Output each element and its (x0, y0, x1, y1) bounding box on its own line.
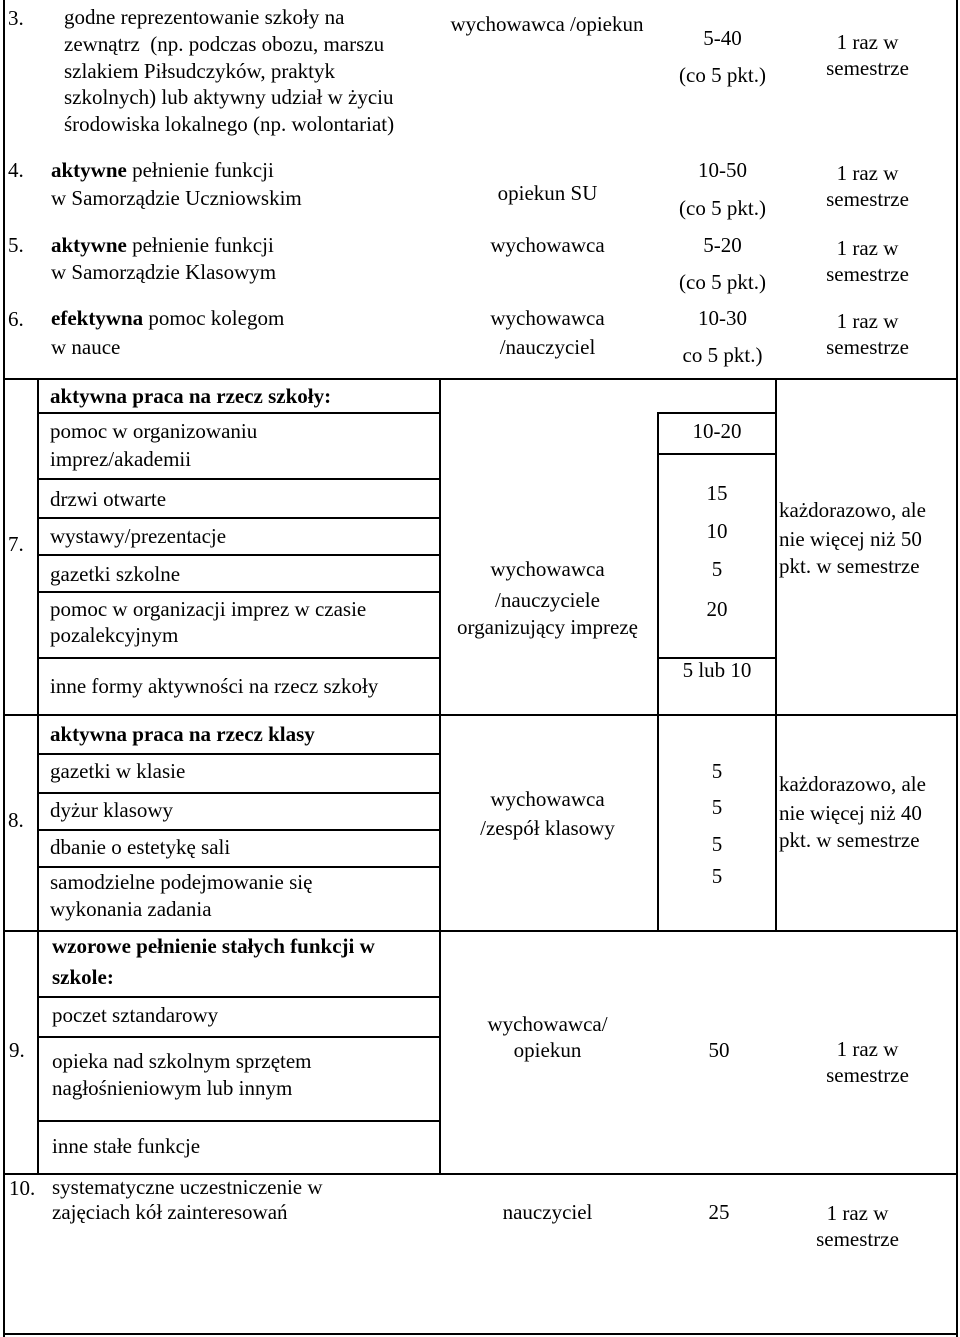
points-value: 10-50 (698, 158, 747, 182)
item-label: pozalekcyjnym (50, 623, 179, 647)
row-description (51, 232, 274, 259)
row-description: szkolnych) lub aktywny udział w życiu (64, 85, 394, 109)
row-description (51, 305, 284, 332)
item-label: imprez/akademii (50, 447, 192, 471)
row-description: systematyczne uczestniczenie w (52, 1175, 323, 1199)
row-description: szlakiem Piłsudczyków, praktyk (64, 59, 336, 83)
row-divider (3, 714, 958, 716)
row-description: godne reprezentowanie szkoły na (64, 5, 345, 29)
responsible-person: organizujący imprezę (457, 615, 638, 639)
section-header: aktywna praca na rzecz szkoły: (50, 384, 332, 408)
points-value: 15 (706, 481, 728, 505)
frequency: semestrze (826, 187, 909, 211)
item-label: drzwi otwarte (50, 487, 167, 511)
points-value: 25 (708, 1200, 730, 1224)
subrow-divider (37, 478, 439, 480)
responsible-person: wychowawca/ (487, 1012, 608, 1036)
responsible-person: /zespół klasowy (480, 816, 615, 840)
description-text: pełnienie funkcji (126, 233, 274, 257)
table-border-bottom (3, 1333, 958, 1335)
item-label: wystawy/prezentacje (50, 524, 227, 548)
points-value: 5-20 (703, 233, 742, 257)
row-number: 10. (9, 1176, 36, 1200)
item-label: gazetki szkolne (50, 562, 181, 586)
responsible-person: wychowawca (490, 306, 605, 330)
item-label: gazetki w klasie (50, 759, 186, 783)
responsible-person: opiekun (513, 1038, 582, 1062)
points-value: 5-40 (703, 26, 742, 50)
item-label: opieka nad szkolnym sprzętem (52, 1049, 312, 1073)
points-value: 5 lub 10 (682, 658, 752, 682)
points-divider (657, 453, 775, 455)
row-description: zewnątrz (np. podczas obozu, marszu (64, 32, 385, 56)
frequency: semestrze (816, 1227, 899, 1251)
responsible-person: wychowawca (490, 557, 605, 581)
points-value: 20 (706, 597, 728, 621)
section-header: aktywna praca na rzecz klasy (50, 722, 315, 746)
item-label: samodzielne podejmowanie się (50, 870, 313, 894)
responsible-person: wychowawca (490, 787, 605, 811)
item-label: poczet sztandarowy (52, 1003, 219, 1027)
frequency: semestrze (826, 1063, 909, 1087)
points-value: (co 5 pkt.) (679, 63, 766, 87)
subrow-divider (37, 866, 439, 868)
item-label: pomoc w organizacji imprez w czasie (50, 597, 367, 621)
points-value: 10 (706, 519, 728, 543)
column-divider (775, 714, 777, 930)
subrow-divider (37, 996, 439, 998)
table-border-left (3, 0, 5, 1337)
description-emphasis: aktywne (51, 158, 127, 182)
row-number: 7. (8, 532, 24, 556)
responsible-person: /nauczyciele (495, 588, 600, 612)
item-label: dyżur klasowy (50, 798, 174, 822)
subrow-divider (37, 657, 439, 659)
responsible-person: opiekun SU (497, 181, 598, 205)
frequency: nie więcej niż 40 (779, 801, 922, 825)
points-value: 5 (711, 864, 723, 888)
points-value: (co 5 pkt.) (679, 270, 766, 294)
row-number: 8. (8, 808, 24, 832)
row-description: środowiska lokalnego (np. wolontariat) (64, 112, 395, 136)
description-text: pełnienie funkcji (126, 158, 274, 182)
row-description: w nauce (51, 335, 121, 359)
points-value: 5 (711, 759, 723, 783)
row-number: 3. (8, 6, 24, 30)
subrow-divider (37, 792, 439, 794)
frequency: semestrze (826, 56, 909, 80)
row-description: w Samorządzie Uczniowskim (51, 186, 302, 210)
table-border-right (956, 0, 958, 1337)
points-divider (657, 412, 775, 414)
points-value: 5 (711, 557, 723, 581)
frequency: pkt. w semestrze (779, 828, 920, 852)
row-description: zajęciach kół zainteresowań (52, 1200, 288, 1224)
frequency: każdorazowo, ale (779, 498, 926, 522)
subrow-divider (37, 753, 439, 755)
item-label: wykonania zadania (50, 897, 212, 921)
frequency: pkt. w semestrze (779, 554, 920, 578)
item-label: dbanie o estetykę sali (50, 835, 231, 859)
subrow-divider (37, 829, 439, 831)
row-number: 9. (9, 1038, 25, 1062)
row-divider (3, 930, 958, 932)
subrow-divider (37, 591, 439, 593)
column-divider (37, 930, 39, 1173)
description-emphasis: efektywna (51, 306, 144, 330)
row-number: 6. (8, 307, 24, 331)
item-label: inne stałe funkcje (52, 1134, 201, 1158)
description-emphasis: aktywne (51, 233, 127, 257)
subrow-divider (37, 1120, 439, 1122)
column-divider (37, 378, 39, 930)
points-value: 10-20 (692, 419, 742, 443)
row-description (51, 157, 274, 184)
frequency: nie więcej niż 50 (779, 527, 922, 551)
frequency: 1 raz w (836, 309, 899, 333)
description-text: pomoc kolegom (143, 306, 285, 330)
column-divider (439, 378, 441, 714)
section-header: szkole: (52, 965, 114, 989)
responsible-person: nauczyciel (502, 1200, 593, 1224)
column-divider (657, 714, 659, 930)
points-value: 5 (711, 832, 723, 856)
section-header: wzorowe pełnienie stałych funkcji w (52, 934, 375, 958)
item-label: inne formy aktywności na rzecz szkoły (50, 674, 379, 698)
points-value: (co 5 pkt.) (679, 196, 766, 220)
frequency: 1 raz w (826, 1201, 889, 1225)
item-label: pomoc w organizowaniu (50, 419, 258, 443)
responsible-person: /nauczyciel (499, 335, 596, 359)
frequency: 1 raz w (836, 30, 899, 54)
frequency: 1 raz w (836, 236, 899, 260)
subrow-divider (37, 554, 439, 556)
frequency: 1 raz w (836, 161, 899, 185)
points-value: 10-30 (698, 306, 747, 330)
frequency: semestrze (826, 262, 909, 286)
row-description: w Samorządzie Klasowym (51, 260, 277, 284)
frequency: każdorazowo, ale (779, 772, 926, 796)
points-value: 50 (708, 1038, 730, 1062)
row-number: 4. (8, 158, 24, 182)
points-value: co 5 pkt.) (682, 343, 763, 367)
subrow-divider (37, 412, 439, 414)
frequency: semestrze (826, 335, 909, 359)
row-divider (3, 378, 958, 380)
item-label: nagłośnieniowym lub innym (52, 1076, 293, 1100)
subrow-divider (37, 1036, 439, 1038)
subrow-divider (37, 517, 439, 519)
frequency: 1 raz w (836, 1037, 899, 1061)
responsible-person: wychowawca (490, 233, 605, 257)
responsible-person: wychowawca /opiekun (450, 12, 644, 36)
points-value: 5 (711, 795, 723, 819)
row-number: 5. (8, 233, 24, 257)
